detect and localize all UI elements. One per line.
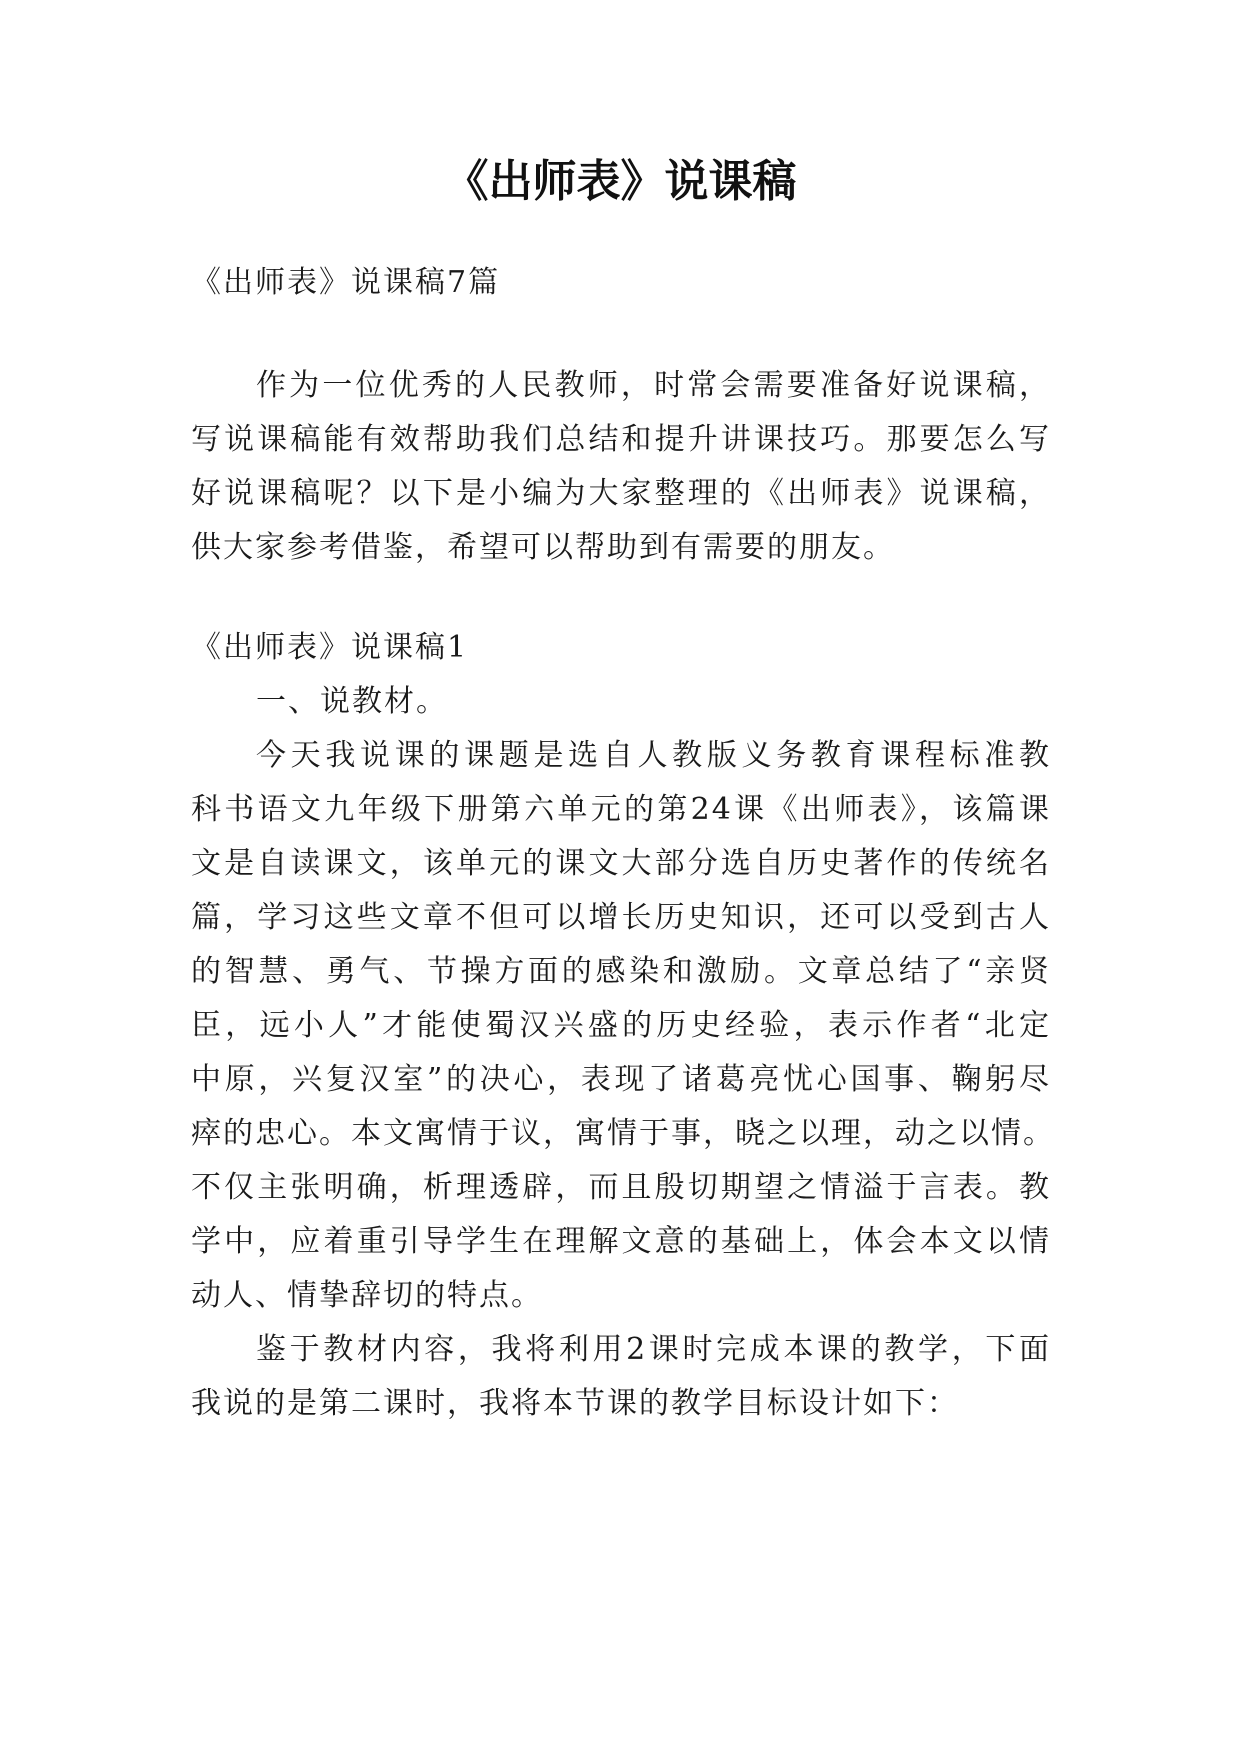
intro-line: 好说课稿呢？以下是小编为大家整理的《出师表》说课稿， [191,476,1051,511]
paragraph-line: 鉴于教材内容，我将利用2课时完成本课的教学，下面 [256,1332,1051,1367]
document-subtitle: 《出师表》说课稿7篇 [191,265,501,300]
intro-line: 供大家参考借鉴，希望可以帮助到有需要的朋友。 [191,530,895,565]
intro-line: 作为一位优秀的人民教师，时常会需要准备好说课稿， [256,368,1051,403]
paragraph-line: 不仅主张明确，析理透辟，而且殷切期望之情溢于言表。教 [191,1170,1051,1205]
paragraph-line: 中原，兴复汉室”的决心，表现了诸葛亮忧心国事、鞠躬尽 [191,1062,1051,1097]
paragraph-line: 瘁的忠心。本文寓情于议，寓情于事，晓之以理，动之以情。 [191,1116,1055,1151]
section-subheading: 一、说教材。 [256,684,448,719]
paragraph-line: 文是自读课文，该单元的课文大部分选自历史著作的传统名 [191,846,1051,881]
page-title: 《出师表》说课稿 [444,156,797,207]
paragraph-line: 科书语文九年级下册第六单元的第24课《出师表》，该篇课 [191,792,1051,827]
paragraph-line: 动人、情挚辞切的特点。 [191,1278,543,1313]
paragraph-line: 学中，应着重引导学生在理解文意的基础上，体会本文以情 [191,1224,1051,1259]
paragraph-line: 我说的是第二课时，我将本节课的教学目标设计如下： [191,1386,959,1421]
paragraph-line: 臣，远小人”才能使蜀汉兴盛的历史经验，表示作者“北定 [191,1008,1051,1043]
paragraph-line: 今天我说课的课题是选自人教版义务教育课程标准教 [256,738,1051,773]
paragraph-line: 篇，学习这些文章不但可以增长历史知识，还可以受到古人 [191,900,1051,935]
paragraph-line: 的智慧、勇气、节操方面的感染和激励。文章总结了“亲贤 [191,954,1051,989]
section-heading: 《出师表》说课稿1 [191,630,469,665]
intro-line: 写说课稿能有效帮助我们总结和提升讲课技巧。那要怎么写 [191,422,1051,457]
